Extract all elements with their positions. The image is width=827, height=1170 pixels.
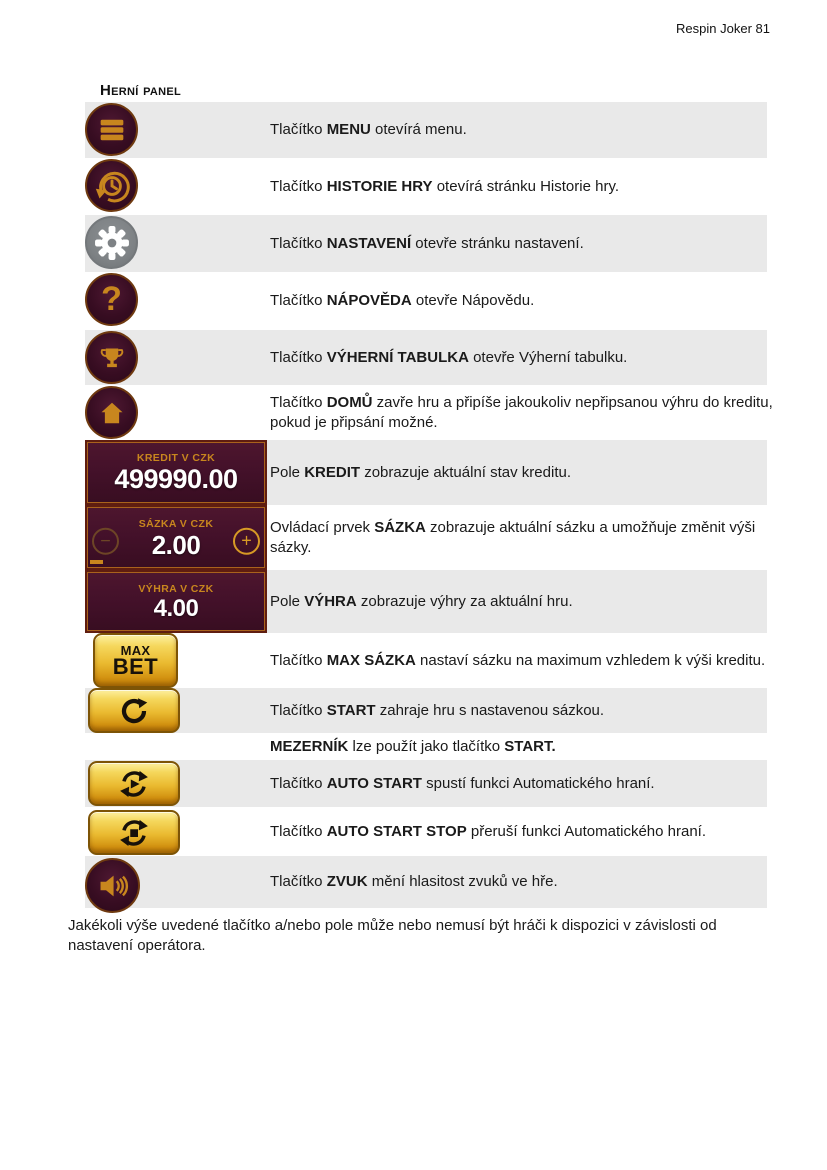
- bet-label: SÁZKA V CZK: [138, 517, 214, 530]
- row-desc: [270, 856, 795, 908]
- row-desc: [270, 760, 795, 807]
- desc-text: Tlačítko AUTO START STOP přeruší funkci Automatického hraní.: [270, 822, 706, 840]
- question-icon: ?: [101, 279, 122, 318]
- auto-start-button[interactable]: [88, 761, 180, 806]
- row-desc: [270, 385, 795, 440]
- auto-start-icon: [118, 768, 150, 800]
- trophy-icon: [97, 343, 127, 373]
- desc-text: Tlačítko NASTAVENÍ otevře stránku nastavení.: [270, 234, 584, 252]
- row-bet: [85, 505, 767, 570]
- row-settings: [85, 215, 767, 272]
- max-bet-button[interactable]: [93, 633, 178, 688]
- desc-text: Pole KREDIT zobrazuje aktuální stav kreditu.: [270, 463, 571, 481]
- row-max-bet: [85, 633, 767, 688]
- home-icon: [97, 398, 127, 428]
- sound-button[interactable]: [85, 858, 140, 913]
- desc-text: Tlačítko MAX SÁZKA nastaví sázku na maximum vzhledem k výši kreditu.: [270, 651, 766, 669]
- credit-panel: [85, 440, 267, 505]
- row-desc: [270, 505, 795, 570]
- row-desc: [270, 807, 795, 856]
- win-value: 4.00: [153, 594, 199, 622]
- bet-dash-indicator: [90, 560, 103, 564]
- menu-icon: [96, 114, 128, 146]
- max-bet-label-top: MAX: [120, 642, 151, 658]
- row-desc: [270, 102, 795, 158]
- desc-text: Tlačítko VÝHERNÍ TABULKA otevře Výherní tabulku.: [270, 348, 628, 366]
- row-desc: [270, 272, 795, 330]
- settings-button[interactable]: [85, 216, 138, 269]
- desc-text: Tlačítko DOMŮ zavře hru a připíše jakoukoliv nepřipsanou výhru do kreditu, pokud je připsání možné.: [270, 393, 773, 431]
- start-icon: [119, 696, 149, 726]
- desc-text: Tlačítko MENU otevírá menu.: [270, 121, 467, 139]
- page-header: Respin Joker 81: [676, 21, 770, 36]
- row-help: [85, 272, 767, 330]
- row-start: [85, 688, 767, 733]
- row-desc: [270, 688, 795, 733]
- row-home: [85, 385, 773, 440]
- credit-label: KREDIT V CZK: [136, 452, 216, 464]
- row-desc: [270, 440, 795, 505]
- auto-start-stop-button[interactable]: [88, 810, 180, 855]
- row-desc: [270, 215, 795, 272]
- paytable-button[interactable]: [85, 331, 138, 384]
- credit-value: 499990.00: [114, 464, 238, 494]
- history-button[interactable]: [85, 159, 138, 212]
- desc-text: Ovládací prvek SÁZKA zobrazuje aktuální sázku a umožňuje změnit výši sázky.: [270, 518, 756, 556]
- win-label: VÝHRA V CZK: [138, 582, 214, 595]
- home-button[interactable]: [85, 386, 138, 439]
- help-button[interactable]: [85, 273, 138, 326]
- row-menu: [85, 102, 767, 158]
- win-panel: [85, 570, 267, 633]
- desc-text: Tlačítko AUTO START spustí funkci Automatického hraní.: [270, 774, 655, 792]
- section-title: Herní panel: [100, 82, 182, 99]
- row-auto-start: [85, 760, 767, 807]
- game-panel-table: [85, 102, 773, 908]
- bet-panel: [85, 505, 267, 570]
- start-button[interactable]: [88, 688, 180, 733]
- desc-text: MEZERNÍK lze použít jako tlačítko START.: [270, 737, 556, 755]
- desc-text: Tlačítko START zahraje hru s nastavenou sázkou.: [270, 701, 605, 719]
- row-desc: [270, 330, 795, 385]
- row-credit: [85, 440, 767, 505]
- row-win: [85, 570, 767, 633]
- footer-note: Jakékoli výše uvedené tlačítko a/nebo pole může nebo nemusí být hráči k dispozici v závislosti od nastavení operátora.: [68, 917, 717, 955]
- row-auto-start-stop: [85, 807, 767, 856]
- sound-icon: [96, 869, 130, 903]
- desc-text: Pole VÝHRA zobrazuje výhry za aktuální hru.: [270, 592, 573, 610]
- menu-button[interactable]: [85, 103, 138, 156]
- desc-text: Tlačítko ZVUK mění hlasitost zvuků ve hře.: [270, 873, 558, 891]
- bet-increase-button[interactable]: +: [233, 527, 260, 554]
- bet-decrease-button[interactable]: −: [92, 527, 119, 554]
- row-desc: [270, 158, 795, 215]
- row-spacebar: [85, 733, 767, 760]
- gear-icon: [94, 225, 130, 261]
- row-sound: [85, 856, 767, 908]
- row-desc: [270, 633, 795, 688]
- row-desc: [270, 733, 795, 760]
- desc-text: Tlačítko NÁPOVĚDA otevře Nápovědu.: [270, 292, 535, 310]
- row-desc: [270, 570, 795, 633]
- history-icon: [94, 168, 130, 204]
- row-paytable: [85, 330, 767, 385]
- bet-value: 2.00: [151, 529, 201, 560]
- max-bet-label-bottom: BET: [112, 653, 159, 679]
- row-history: [85, 158, 767, 215]
- auto-start-stop-icon: [118, 817, 150, 849]
- desc-text: Tlačítko HISTORIE HRY otevírá stránku Historie hry.: [270, 177, 619, 195]
